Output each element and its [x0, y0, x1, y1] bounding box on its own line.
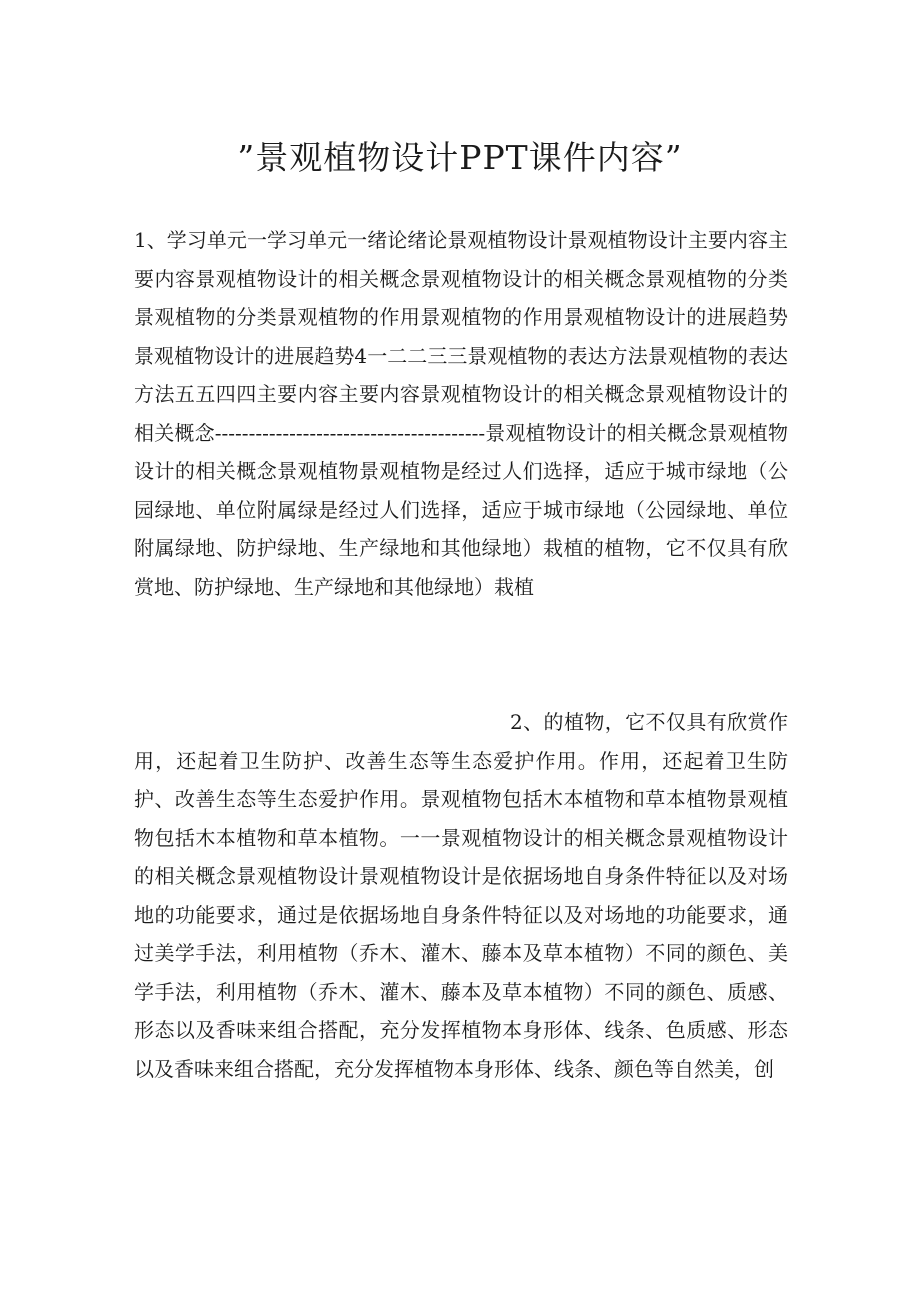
paragraph-1: 1、学习单元一学习单元一绪论绪论景观植物设计景观植物设计主要内容主要内容景观植物设计的相关概念景观植物设计的相关概念景观植物的分类景观植物的分类景观植物的作用景观植物的作用景观植物设计的进展趋势景观植物设计的进展趋势4一二二三三景观植物的表达方法景观植物的表达方法五五四四主要内容主要内容景观植物设计的相关概念景观植物设计的相关概念----------------------------------------景观植物设计的相关概念景观植物设计的相关概念景观植物景观植物是经过人们选择，适应于城市绿地（公园绿地、单位附属绿是经过人们选择，适应于城市绿地（公园绿地、单位附属绿地、防护绿地、生产绿地和其他绿地）栽植的植物，它不仅具有欣赏地、防护绿地、生产绿地和其他绿地）栽植: [134, 228, 788, 599]
page-title: ”景观植物设计PPT课件内容”: [237, 138, 683, 177]
paragraph-2: 2、的植物，它不仅具有欣赏作用，还起着卫生防护、改善生态等生态爱护作用。作用，还起着卫生防护、改善生态等生态爱护作用。景观植物包括木本植物和草本植物景观植物包括木本植物和草本植物。一一景观植物设计的相关概念景观植物设计的相关概念景观植物设计景观植物设计是依据场地自身条件特征以及对场地的功能要求，通过是依据场地自身条件特征以及对场地的功能要求，通过美学手法，利用植物（乔木、灌木、藤本及草本植物）不同的颜色、美学手法，利用植物（乔木、灌木、藤本及草本植物）不同的颜色、质感、形态以及香味来组合搭配，充分发挥植物本身形体、线条、色质感、形态以及香味来组合搭配，充分发挥植物本身形体、线条、颜色等自然美，创: [134, 710, 788, 1081]
